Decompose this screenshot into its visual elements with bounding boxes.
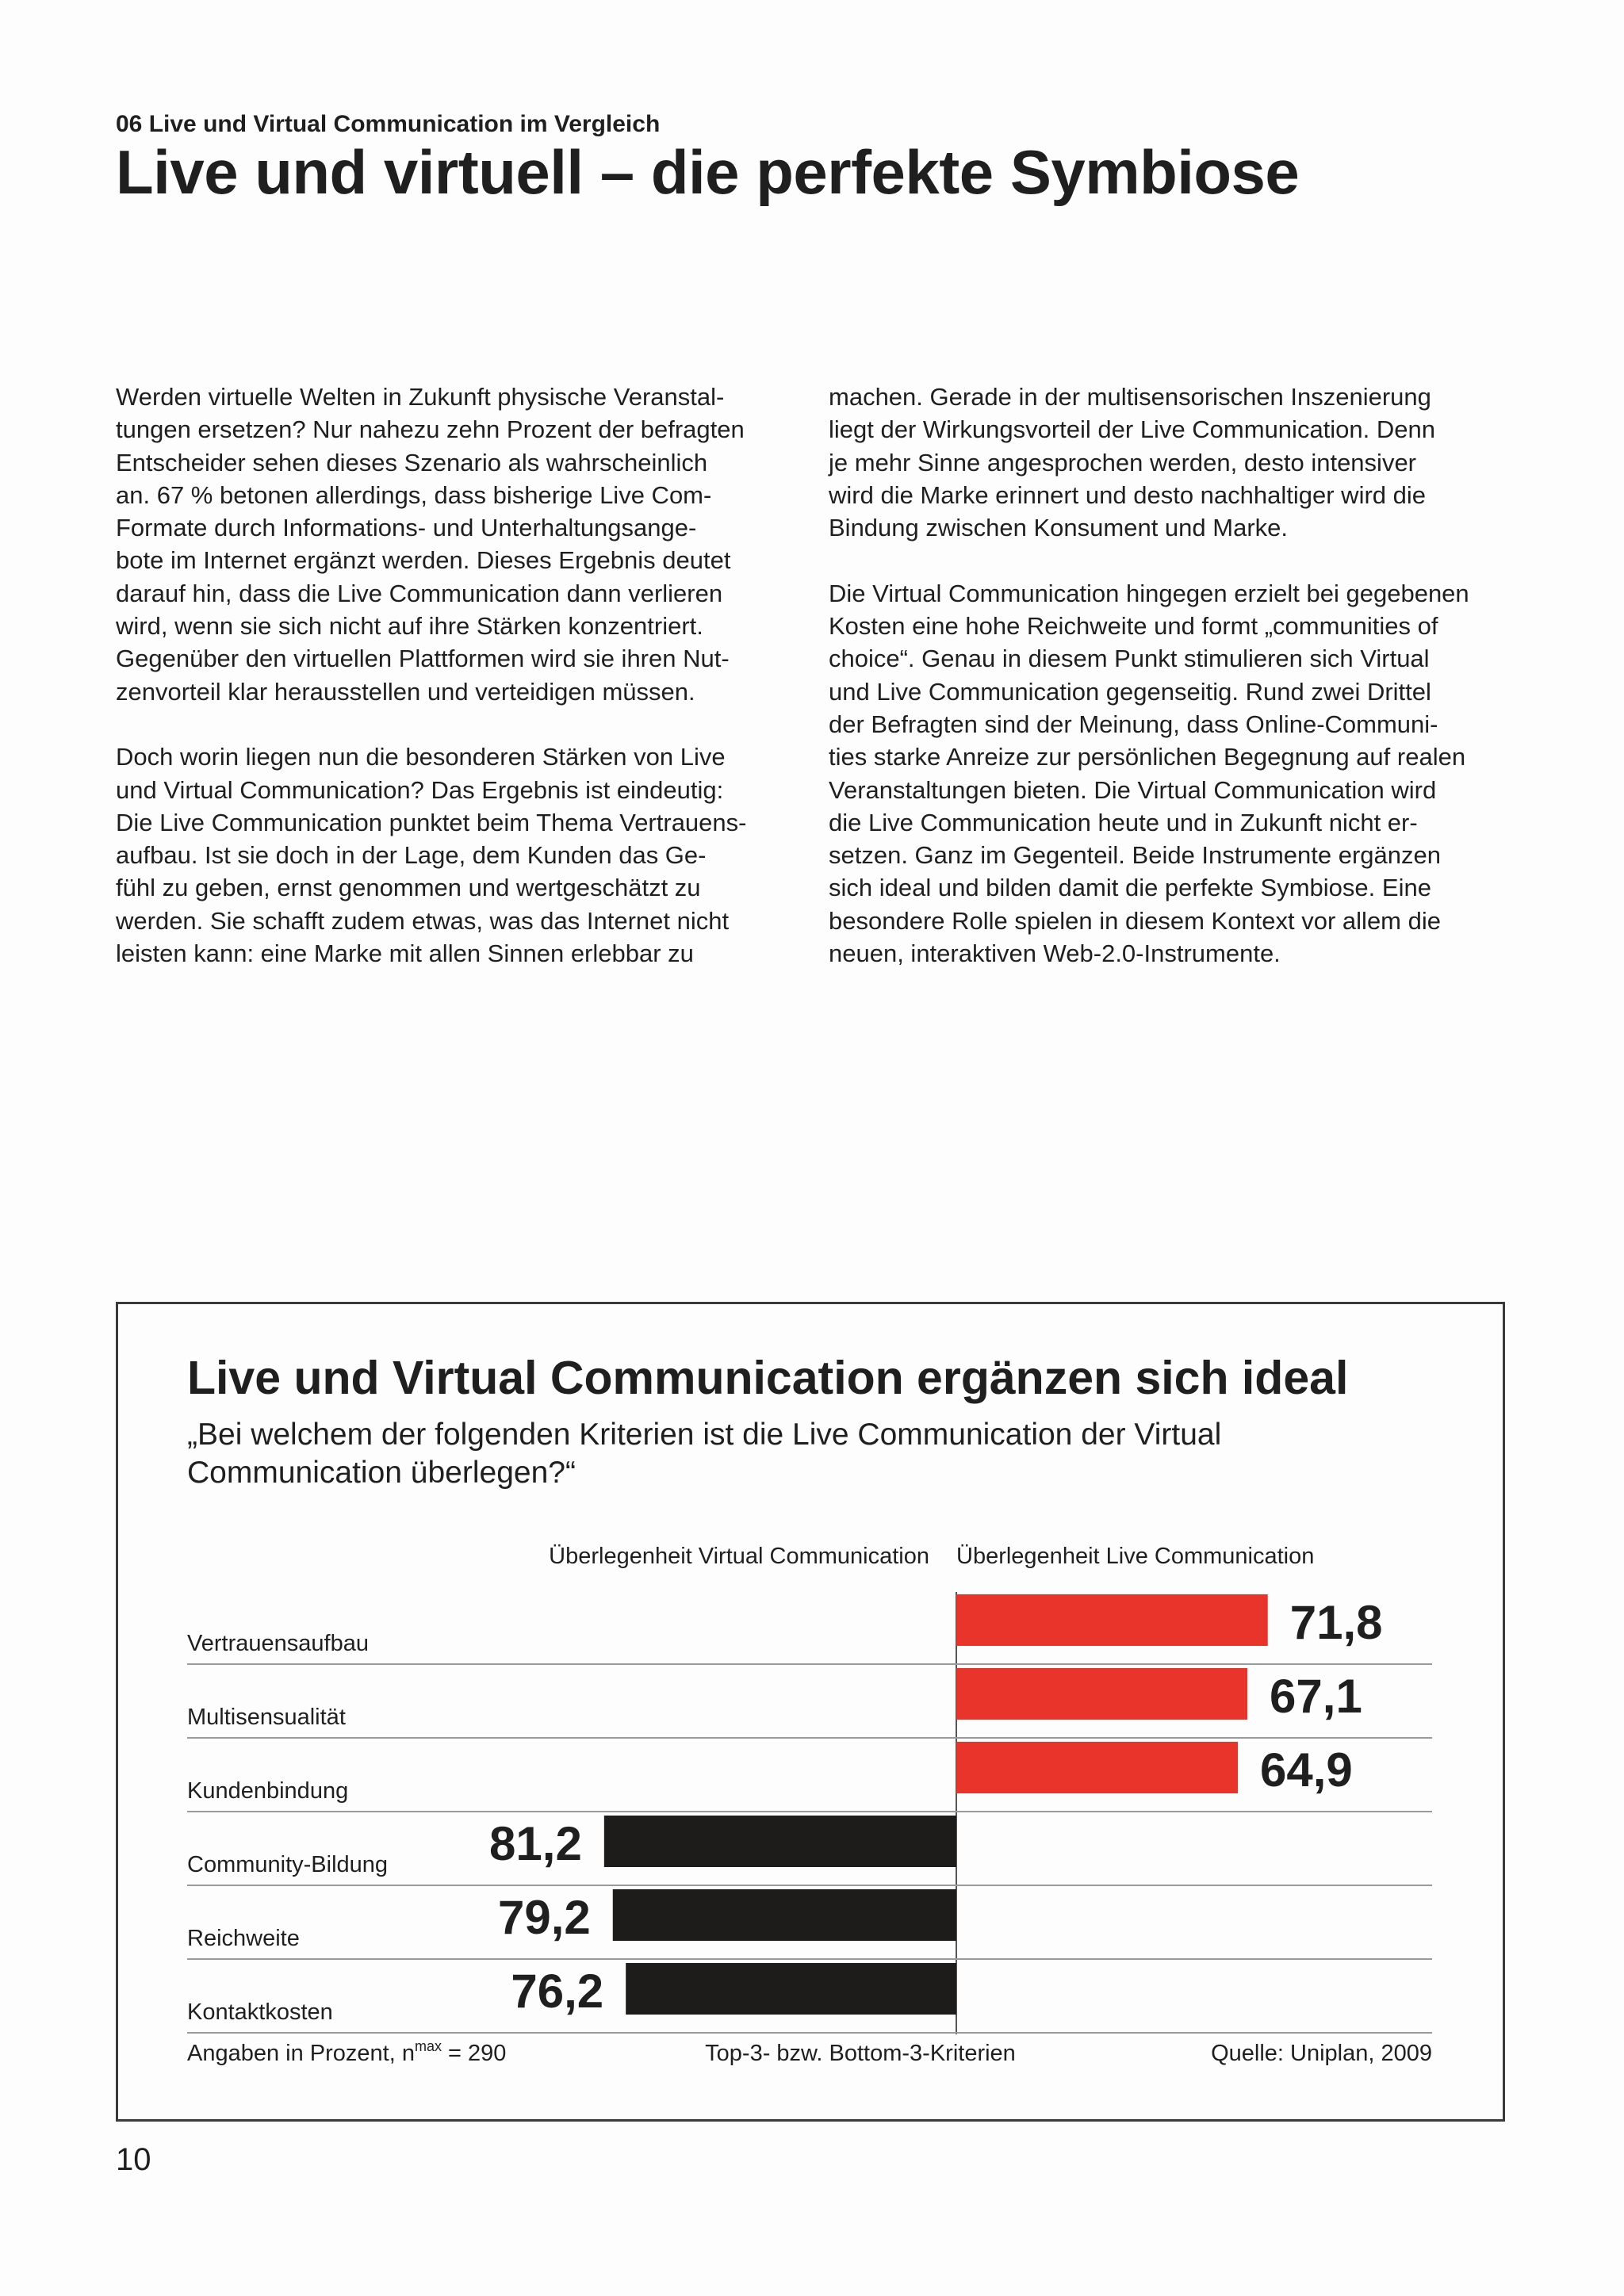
page-number: 10 [116,2142,151,2177]
paragraph: Doch worin liegen nun die besonderen Stärken von Live und Virtual Communication? Das Ergebnis ist eindeutig: Die Live Communication punktet beim Thema Vertrauens- aufbau. Ist sie doch in der Lage, dem Kunden das Ge- fühl zu geben, ernst genommen und wertgeschätzt zu werden. Sie schafft zudem etwas, was das Internet nicht leisten kann: eine Marke mit allen Sinnen erlebbar zu [116,743,747,968]
side-label-live: Überlegenheit Live Communication [956,1544,1315,1569]
chart-title: Live und Virtual Communication ergänzen sich ideal [187,1352,1349,1404]
value-label: 76,2 [511,1965,604,2018]
category-label: Community-Bildung [187,1852,389,1877]
paragraph: machen. Gerade in der multisensorischen Inszenierung liegt der Wirkungsvorteil der Live Communication. Denn je mehr Sinne angesprochen werden, desto intensiver wird die Marke erinnert und desto nachhaltiger wird die Bindung zwischen Konsument und Marke. [829,383,1435,542]
category-label: Multisensualität [187,1705,346,1730]
paragraph: Werden virtuelle Welten in Zukunft physische Veranstal- tungen ersetzen? Nur nahezu zehn Prozent der befragten Entscheider sehen dieses Szenario als wahrscheinlich an. 67 % betonen allerdings, dass bisherige Live Com- Formate durch Informations- und Unterhaltungsange- bote im Internet ergänzt werden. Dieses Ergebnis deutet darauf hin, dass die Live Communication dann verlieren wird, wenn sie sich nicht auf ihre Stärken konzentriert. Gegenüber den virtuellen Plattformen wird sie ihren Nut- zenvorteil klar herausstellen und verteidigen müssen. [116,383,745,706]
category-label: Vertrauensaufbau [187,1631,369,1656]
bar-virtual [626,1963,956,2015]
chart-question: „Bei welchem der folgenden Kriterien ist die Live Communication der Virtual Communication überlegen?“ [187,1418,1222,1490]
value-label: 67,1 [1270,1670,1362,1723]
category-label: Kontaktkosten [187,1999,333,2025]
bar-live [956,1742,1238,1793]
chart-footer-criteria: Top-3- bzw. Bottom-3-Kriterien [705,2041,1016,2066]
chart-footer-source: Quelle: Uniplan, 2009 [1211,2041,1432,2066]
value-label: 81,2 [489,1817,582,1870]
bar-virtual [613,1889,956,1941]
category-label: Kundenbindung [187,1778,349,1804]
side-label-virtual: Überlegenheit Virtual Communication [549,1544,929,1569]
bar-virtual [604,1816,956,1867]
chart-footer-sample-size: Angaben in Prozent, $n^{max} = 290$ [187,2038,507,2066]
section-kicker: 06 Live und Virtual Communication im Vergleich [116,111,661,137]
value-label: 79,2 [497,1891,591,1944]
category-label: Reichweite [187,1926,300,1951]
paragraph: Die Virtual Communication hingegen erzielt bei gegebenen Kosten eine hohe Reichweite und formt „communities of choice“. Genau in diesem Punkt stimulieren sich Virtual und Live Communication gegenseitig. Rund zwei Drittel der Befragten sind der Meinung, dass Online-Communi- ties starke Anreize zur persönlichen Begegnung auf realen Veranstaltungen bieten. Die Virtual Communication wird die Live Communication heute und in Zukunft nicht er- setzen. Ganz im Gegenteil. Beide Instrumente ergänzen sich ideal und bilden damit die perfekte Symbiose. Eine besondere Rolle spielen in diesem Kontext vor allem die neuen, interaktiven Web-2.0-Instrumente. [829,579,1469,968]
bar-live [956,1668,1247,1720]
value-label: 71,8 [1289,1596,1383,1649]
page-title: Live und virtuell – die perfekte Symbiose [116,137,1300,207]
bar-live [956,1594,1268,1646]
value-label: 64,9 [1260,1743,1353,1797]
